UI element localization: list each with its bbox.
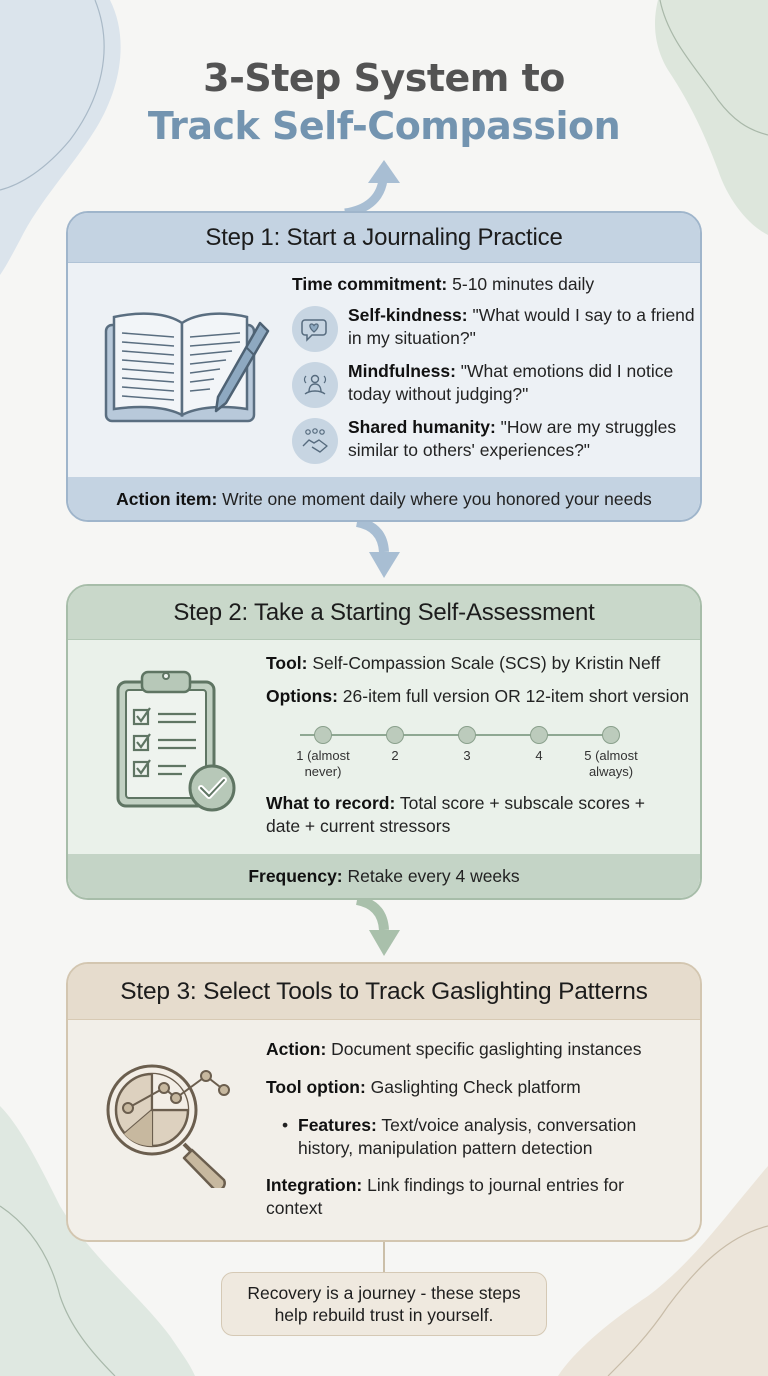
arrow-down-icon: [345, 520, 415, 582]
page-title: [0, 54, 768, 150]
arrow-down-icon: [345, 898, 415, 960]
scale-point-4: [530, 726, 548, 744]
scale-label-4: 4: [535, 748, 543, 763]
prompt-label: Self-kindness:: [348, 305, 468, 325]
prompt-text: "What would I say to a friend in my situation?": [348, 305, 695, 348]
features-label: Features:: [298, 1115, 377, 1135]
step-1-card: [66, 211, 702, 522]
prompt-text: "How are my struggles similar to others' experiences?": [348, 417, 677, 460]
options-value: 26-item full version OR 12-item short version: [337, 686, 690, 706]
title-line-1: 3-Step System to: [203, 56, 565, 100]
scale-point-2: [386, 726, 404, 744]
tool-option-value: Gaslighting Check platform: [365, 1077, 581, 1097]
tool-value: Self-Compassion Scale (SCS) by Kristin Neff: [307, 653, 661, 673]
handshake-group-icon: [292, 418, 338, 464]
scale-point-3: [458, 726, 476, 744]
magnifier-chart-icon: [102, 1058, 242, 1188]
scale-label-2: 2: [391, 748, 399, 763]
scale-label-5: 5 (almost always): [584, 748, 638, 779]
prompt-label: Mindfulness:: [348, 361, 456, 381]
tool-label: Tool:: [266, 653, 308, 673]
prompt-mindfulness: [292, 360, 702, 408]
arrow-up-icon: [335, 155, 415, 215]
record-label: What to record:: [266, 793, 396, 813]
step-2-frequency: [68, 854, 700, 898]
gaslighting-action: [266, 1038, 641, 1061]
scale-label-1: 1 (almost never): [296, 748, 350, 779]
action-value: Document specific gaslighting instances: [326, 1039, 642, 1059]
scale-line: [300, 734, 610, 736]
step-2-body: [68, 640, 700, 854]
frequency-label: Frequency:: [248, 865, 343, 886]
integration: [266, 1174, 666, 1220]
meditation-icon: [292, 362, 338, 408]
record-value: Total score + subscale scores + date + current stressors: [266, 793, 645, 836]
rating-scale: [280, 726, 638, 786]
step-3-card: [66, 962, 702, 1242]
assessment-tool: [266, 652, 660, 675]
action-item-label: Action item:: [116, 488, 218, 509]
assessment-options: [266, 685, 689, 708]
title-line-2: Track Self-Compassion: [147, 104, 621, 148]
tool-option: [266, 1076, 581, 1099]
step-1-heading: Step 1: Start a Journaling Practice: [68, 213, 700, 263]
step-1-action-item: [68, 477, 700, 521]
clipboard-checklist-icon: [112, 666, 242, 816]
action-label: Action:: [266, 1039, 327, 1059]
features-bullet: [282, 1114, 672, 1160]
options-label: Options:: [266, 686, 338, 706]
bullet-icon: •: [282, 1115, 289, 1135]
step-2-heading: Step 2: Take a Starting Self-Assessment: [68, 586, 700, 640]
step-3-body: [68, 1020, 700, 1242]
scale-point-1: [314, 726, 332, 744]
open-book-pen-icon: [102, 303, 272, 433]
footer-note: Recovery is a journey - these steps help rebuild trust in yourself.: [221, 1272, 547, 1336]
step-1-body: [68, 263, 700, 477]
step-2-card: [66, 584, 702, 900]
scale-point-5: [602, 726, 620, 744]
heart-speech-icon: [292, 306, 338, 352]
features-value: Text/voice analysis, conversation history, manipulation pattern detection: [298, 1115, 637, 1158]
action-item-value: Write one moment daily where you honored your needs: [217, 488, 652, 509]
connector-line: [383, 1242, 385, 1272]
time-commitment-value: 5-10 minutes daily: [447, 274, 595, 294]
what-to-record: [266, 792, 666, 838]
integration-value: Link findings to journal entries for context: [266, 1175, 624, 1218]
tool-option-label: Tool option:: [266, 1077, 366, 1097]
scale-label-3: 3: [463, 748, 471, 763]
time-commitment: [292, 273, 594, 296]
prompt-label: Shared humanity:: [348, 417, 496, 437]
time-commitment-label: Time commitment:: [292, 274, 448, 294]
prompt-shared-humanity: [292, 416, 702, 464]
frequency-value: Retake every 4 weeks: [342, 865, 520, 886]
step-3-heading: Step 3: Select Tools to Track Gaslighting Patterns: [68, 964, 700, 1020]
prompt-self-kindness: [292, 304, 702, 352]
integration-label: Integration:: [266, 1175, 363, 1195]
prompt-text: "What emotions did I notice today without judging?": [348, 361, 674, 404]
